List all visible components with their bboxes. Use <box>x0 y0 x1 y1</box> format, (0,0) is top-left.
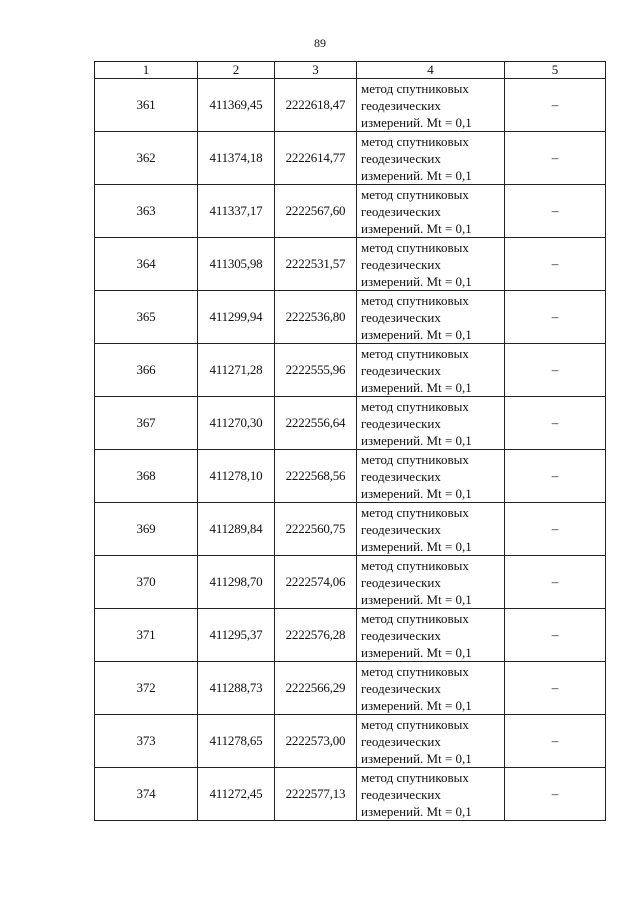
y-coordinate-cell: 2222536,80 <box>275 291 357 344</box>
y-coordinate-cell: 2222568,56 <box>275 450 357 503</box>
method-line: измерений. Mt = 0,1 <box>361 273 472 289</box>
method-cell <box>357 556 505 609</box>
table-row <box>95 609 606 662</box>
point-number-cell: 362 <box>95 132 198 185</box>
point-number-cell: 366 <box>95 344 198 397</box>
method-line: измерений. Mt = 0,1 <box>361 750 472 766</box>
method-line: метод спутниковых <box>361 292 469 308</box>
method-line: измерений. Mt = 0,1 <box>361 114 472 130</box>
column-header-4: 4 <box>357 62 505 79</box>
method-line: метод спутниковых <box>361 239 469 255</box>
method-line: геодезических <box>361 627 441 643</box>
method-line: измерений. Mt = 0,1 <box>361 379 472 395</box>
method-cell <box>357 715 505 768</box>
method-cell <box>357 291 505 344</box>
table-row <box>95 291 606 344</box>
y-coordinate-cell: 2222531,57 <box>275 238 357 291</box>
point-number-cell: 369 <box>95 503 198 556</box>
method-line: геодезических <box>361 733 441 749</box>
method-line: измерений. Mt = 0,1 <box>361 803 472 819</box>
method-line: геодезических <box>361 203 441 219</box>
method-line: геодезических <box>361 415 441 431</box>
x-coordinate-cell: 411272,45 <box>198 768 275 821</box>
point-number-cell: 374 <box>95 768 198 821</box>
y-coordinate-cell: 2222566,29 <box>275 662 357 715</box>
method-line: метод спутниковых <box>361 451 469 467</box>
x-coordinate-cell: 411289,84 <box>198 503 275 556</box>
note-cell: – <box>505 609 606 662</box>
y-coordinate-cell: 2222555,96 <box>275 344 357 397</box>
point-number-cell: 370 <box>95 556 198 609</box>
method-cell <box>357 503 505 556</box>
point-number-cell: 364 <box>95 238 198 291</box>
x-coordinate-cell: 411278,10 <box>198 450 275 503</box>
table-row <box>95 344 606 397</box>
method-cell <box>357 662 505 715</box>
method-cell <box>357 79 505 132</box>
page-number: 89 <box>314 36 326 50</box>
table-header-row <box>95 62 606 79</box>
method-line: геодезических <box>361 362 441 378</box>
point-number-cell: 372 <box>95 662 198 715</box>
method-cell <box>357 397 505 450</box>
x-coordinate-cell: 411369,45 <box>198 79 275 132</box>
note-cell: – <box>505 132 606 185</box>
method-line: измерений. Mt = 0,1 <box>361 220 472 236</box>
table-row <box>95 662 606 715</box>
point-number-cell: 373 <box>95 715 198 768</box>
method-line: геодезических <box>361 309 441 325</box>
column-header-5: 5 <box>505 62 606 79</box>
y-coordinate-cell: 2222556,64 <box>275 397 357 450</box>
y-coordinate-cell: 2222577,13 <box>275 768 357 821</box>
method-line: метод спутниковых <box>361 663 469 679</box>
method-line: измерений. Mt = 0,1 <box>361 485 472 501</box>
method-cell <box>357 450 505 503</box>
point-number-cell: 371 <box>95 609 198 662</box>
method-line: измерений. Mt = 0,1 <box>361 644 472 660</box>
y-coordinate-cell: 2222618,47 <box>275 79 357 132</box>
table-row <box>95 556 606 609</box>
method-line: измерений. Mt = 0,1 <box>361 697 472 713</box>
method-line: геодезических <box>361 97 441 113</box>
point-number-cell: 367 <box>95 397 198 450</box>
x-coordinate-cell: 411305,98 <box>198 238 275 291</box>
point-number-cell: 365 <box>95 291 198 344</box>
method-line: геодезических <box>361 574 441 590</box>
column-header-3: 3 <box>275 62 357 79</box>
table-row <box>95 503 606 556</box>
column-header-1: 1 <box>95 62 198 79</box>
method-cell <box>357 132 505 185</box>
method-line: метод спутниковых <box>361 610 469 626</box>
method-cell <box>357 609 505 662</box>
method-line: геодезических <box>361 150 441 166</box>
table-row <box>95 450 606 503</box>
note-cell: – <box>505 768 606 821</box>
note-cell: – <box>505 79 606 132</box>
note-cell: – <box>505 450 606 503</box>
method-line: геодезических <box>361 256 441 272</box>
method-line: геодезических <box>361 521 441 537</box>
note-cell: – <box>505 503 606 556</box>
method-line: измерений. Mt = 0,1 <box>361 326 472 342</box>
note-cell: – <box>505 291 606 344</box>
column-header-2: 2 <box>198 62 275 79</box>
method-line: геодезических <box>361 680 441 696</box>
table-body <box>95 79 606 821</box>
x-coordinate-cell: 411288,73 <box>198 662 275 715</box>
method-line: измерений. Mt = 0,1 <box>361 432 472 448</box>
method-line: измерений. Mt = 0,1 <box>361 591 472 607</box>
note-cell: – <box>505 238 606 291</box>
table-row <box>95 185 606 238</box>
method-cell <box>357 768 505 821</box>
point-number-cell: 368 <box>95 450 198 503</box>
y-coordinate-cell: 2222614,77 <box>275 132 357 185</box>
coordinates-table <box>94 61 606 821</box>
point-number-cell: 363 <box>95 185 198 238</box>
note-cell: – <box>505 344 606 397</box>
x-coordinate-cell: 411295,37 <box>198 609 275 662</box>
method-line: измерений. Mt = 0,1 <box>361 538 472 554</box>
note-cell: – <box>505 397 606 450</box>
method-cell <box>357 185 505 238</box>
table-row <box>95 768 606 821</box>
note-cell: – <box>505 662 606 715</box>
note-cell: – <box>505 556 606 609</box>
y-coordinate-cell: 2222576,28 <box>275 609 357 662</box>
method-line: метод спутниковых <box>361 80 469 96</box>
x-coordinate-cell: 411271,28 <box>198 344 275 397</box>
method-line: метод спутниковых <box>361 557 469 573</box>
note-cell: – <box>505 185 606 238</box>
x-coordinate-cell: 411299,94 <box>198 291 275 344</box>
table-row <box>95 397 606 450</box>
method-line: измерений. Mt = 0,1 <box>361 167 472 183</box>
x-coordinate-cell: 411374,18 <box>198 132 275 185</box>
method-line: метод спутниковых <box>361 769 469 785</box>
method-line: метод спутниковых <box>361 716 469 732</box>
x-coordinate-cell: 411278,65 <box>198 715 275 768</box>
point-number-cell: 361 <box>95 79 198 132</box>
x-coordinate-cell: 411270,30 <box>198 397 275 450</box>
method-line: метод спутниковых <box>361 186 469 202</box>
method-line: метод спутниковых <box>361 345 469 361</box>
note-cell: – <box>505 715 606 768</box>
y-coordinate-cell: 2222560,75 <box>275 503 357 556</box>
method-line: геодезических <box>361 468 441 484</box>
y-coordinate-cell: 2222574,06 <box>275 556 357 609</box>
method-cell <box>357 344 505 397</box>
method-line: метод спутниковых <box>361 133 469 149</box>
y-coordinate-cell: 2222567,60 <box>275 185 357 238</box>
table-row <box>95 238 606 291</box>
x-coordinate-cell: 411298,70 <box>198 556 275 609</box>
y-coordinate-cell: 2222573,00 <box>275 715 357 768</box>
method-line: геодезических <box>361 786 441 802</box>
method-cell <box>357 238 505 291</box>
table-row <box>95 715 606 768</box>
x-coordinate-cell: 411337,17 <box>198 185 275 238</box>
table-row <box>95 79 606 132</box>
table-row <box>95 132 606 185</box>
method-line: метод спутниковых <box>361 398 469 414</box>
method-line: метод спутниковых <box>361 504 469 520</box>
